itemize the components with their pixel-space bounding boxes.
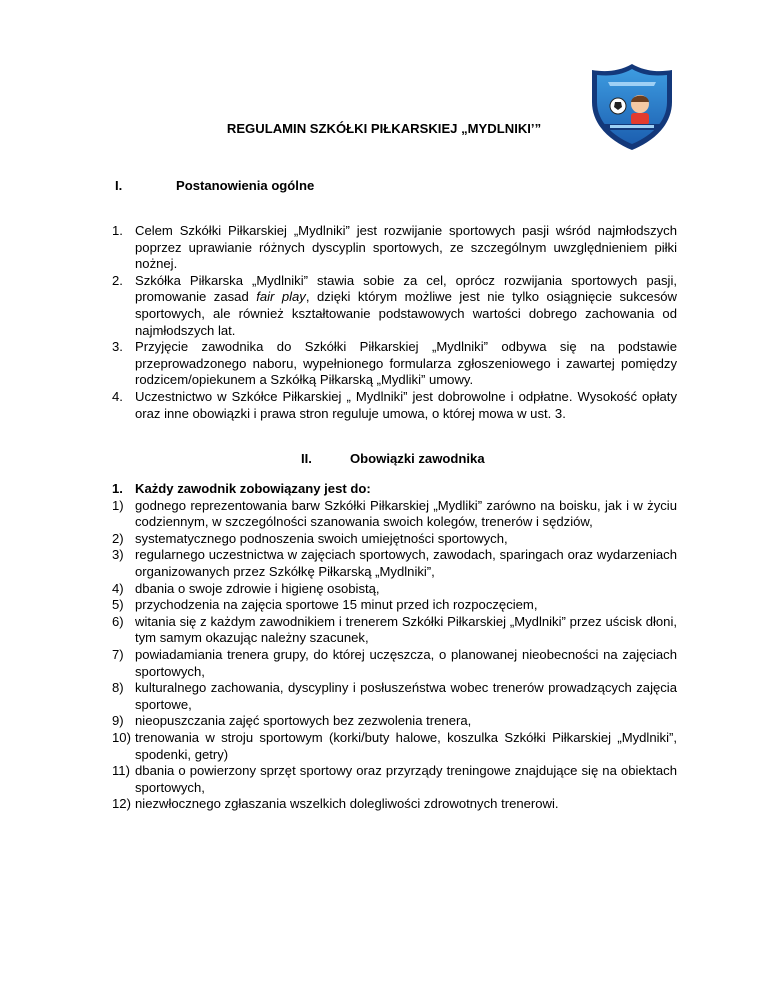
item-number: 4. [112, 388, 123, 404]
list-item [112, 680, 677, 713]
item-number: 5) [112, 597, 124, 613]
item-text: dbania o powierzony sprzęt sportowy oraz przyrządy treningowe znajdujące się na obiektach sportowych, [135, 763, 677, 795]
list-item [112, 481, 677, 498]
item-number: 11) [112, 763, 130, 779]
list-item [112, 597, 677, 614]
item-number: 4) [112, 580, 124, 596]
item-number: 7) [112, 646, 124, 662]
list-item [112, 730, 677, 763]
item-text: regularnego uczestnictwa w zajęciach sportowych, zawodach, sparingach oraz wydarzeniach organizowanych przez Szkółkę Piłkarską „Mydlniki”, [135, 547, 677, 579]
document-title: REGULAMIN SZKÓŁKI PIŁKARSKIEJ „MYDLNIKI’” [226, 121, 542, 136]
item-text: nieopuszczania zajęć sportowych bez zezwolenia trenera, [135, 713, 472, 729]
general-provisions-list [112, 223, 677, 422]
list-item [112, 547, 677, 580]
item-text: powiadamiania trenera grupy, do której uczęszcza, o planowanej nieobecności na zajęciach sportowych, [135, 646, 677, 679]
list-item [112, 713, 677, 730]
item-number: 2) [112, 530, 124, 546]
item-text: kulturalnego zachowania, dyscypliny i posłuszeństwa wobec trenerów prowadzących zajęcia sportowe, [135, 680, 677, 712]
item-number: 12) [112, 796, 131, 812]
item-text-part: Szkółka Piłkarska „Mydlniki” stawia sobie za cel, oprócz rozwijania sportowych pasji, promowanie zasad [135, 272, 677, 305]
item-text: trenowania w stroju sportowym (korki/buty halowe, koszulka Szkółki Piłkarskiej „Mydlniki”, spodenki, getry) [135, 729, 677, 762]
item-text: przychodzenia na zajęcia sportowe 15 minut przed ich rozpoczęciem, [135, 597, 538, 613]
item-text [135, 273, 677, 339]
list-item [112, 763, 677, 796]
item-text: Przyjęcie zawodnika do Szkółki Piłkarskiej „Mydlniki” odbywa się na podstawie przeprowadzonego naboru, wypełnionego formularza zgłoszeniowego i zawartej pomiędzy rodzicem/opiekunem a Szkółką Piłkarską „Mydliki” umowy. [135, 339, 677, 388]
item-number: 2. [112, 272, 123, 288]
item-number: 10) [112, 729, 131, 745]
fair-play-term: fair play [256, 289, 306, 305]
item-text-part: , dzięki którym możliwe jest nie tylko osiągnięcie sukcesów sportowych, ale również kształtowanie podstawowych wartości dobrego zachowania od najmłodszych lat. [135, 289, 677, 338]
item-number: 9) [112, 713, 124, 729]
list-item [112, 498, 677, 531]
list-item [112, 223, 677, 273]
item-text: Celem Szkółki Piłkarskiej „Mydlniki” jest rozwijanie sportowych pasji wśród najmłodszych poprzez uprawianie różnych dyscyplin sportowych, ze szczególnym uwzględnieniem piłki nożnej. [135, 223, 677, 272]
list-item [112, 614, 677, 647]
club-logo [588, 62, 676, 152]
player-duties-list [112, 481, 677, 813]
section-title: Postanowienia ogólne [176, 178, 315, 193]
item-text: systematycznego podnoszenia swoich umiejętności sportowych, [135, 530, 508, 546]
item-number: 3) [112, 547, 124, 563]
item-text: Uczestnictwo w Szkółce Piłkarskiej „ Mydlniki” jest dobrowolne i odpłatne. Wysokość opłaty oraz inne obowiązki i prawa stron reguluje umowa, o której mowa w ust. 3. [135, 388, 677, 421]
item-number: 1) [112, 497, 124, 513]
list-item [112, 531, 677, 548]
item-number: 1. [112, 223, 123, 238]
list-item [112, 581, 677, 598]
item-text: dbania o swoje zdrowie i higienę osobistą, [135, 580, 380, 596]
item-number: 6) [112, 613, 124, 629]
item-number: 8) [112, 680, 124, 696]
list-item [112, 273, 677, 339]
list-item [112, 389, 677, 422]
list-item [112, 339, 677, 389]
list-item [112, 796, 677, 813]
item-text: Każdy zawodnik zobowiązany jest do: [135, 481, 371, 496]
item-text: witania się z każdym zawodnikiem i trenerem Szkółki Piłkarskiej „Mydlniki” przez uścisk dłoni, tym samym okazując należny szacunek, [135, 613, 677, 646]
item-text: niezwłocznego zgłaszania wszelkich dolegliwości zdrowotnych trenerowi. [135, 796, 559, 812]
item-text: godnego reprezentowania barw Szkółki Piłkarskiej „Mydliki” zarówno na boisku, jak i w życiu codziennym, w szczególności szanowania swoich kolegów, trenerów i sędziów, [135, 497, 677, 530]
list-item [112, 647, 677, 680]
section-number: II. [301, 451, 312, 466]
section-title: Obowiązki zawodnika [350, 451, 485, 466]
section-number: I. [115, 178, 123, 193]
item-number: 1. [112, 481, 123, 496]
item-number: 3. [112, 339, 123, 355]
